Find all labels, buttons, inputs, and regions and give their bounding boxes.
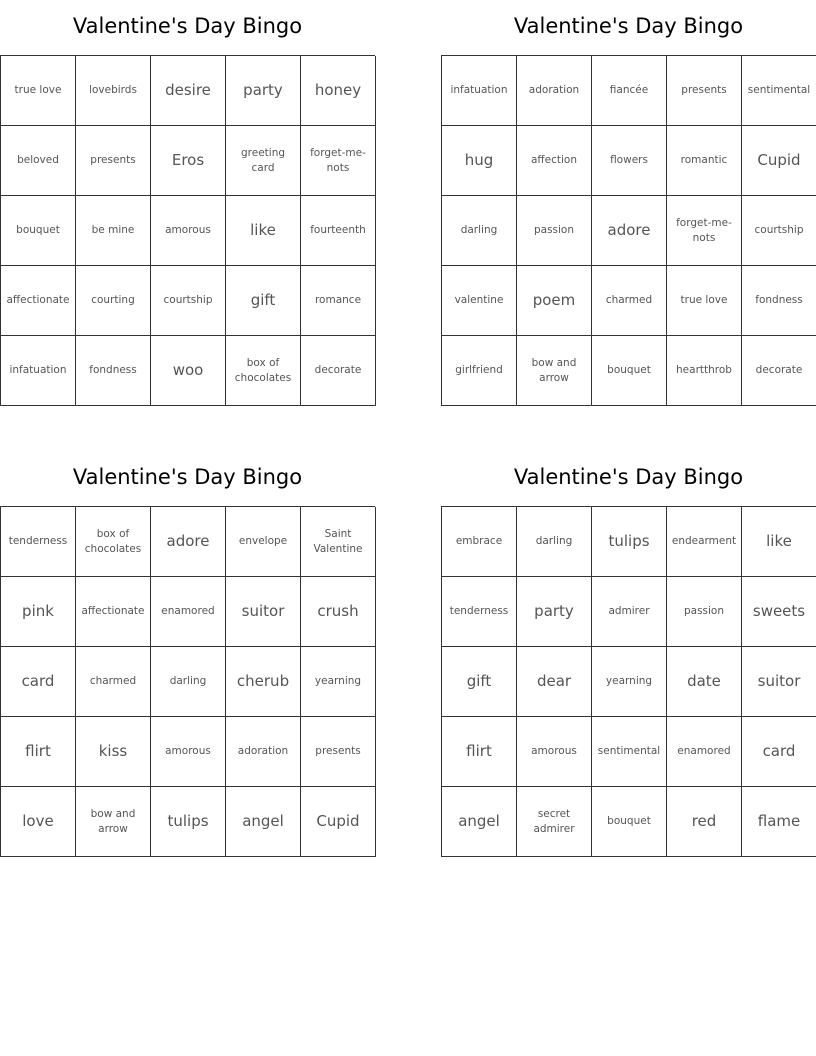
bingo-cell: decorate: [301, 336, 376, 406]
bingo-cell: greeting card: [226, 126, 301, 196]
bingo-cell: be mine: [76, 196, 151, 266]
bingo-cell: passion: [517, 196, 592, 266]
bingo-cell: affectionate: [1, 266, 76, 336]
bingo-cell: fiancée: [592, 56, 667, 126]
bingo-cell: darling: [442, 196, 517, 266]
bingo-cell: amorous: [151, 196, 226, 266]
bingo-cell: angel: [226, 787, 301, 857]
bingo-cell: Saint Valentine: [301, 507, 376, 577]
bingo-cell: bow and arrow: [76, 787, 151, 857]
card-title: Valentine's Day Bingo: [72, 14, 303, 38]
bingo-cell: adoration: [226, 717, 301, 787]
card-title: Valentine's Day Bingo: [72, 465, 303, 489]
bingo-cell: adoration: [517, 56, 592, 126]
bingo-cell: infatuation: [1, 336, 76, 406]
bingo-cell: bouquet: [592, 787, 667, 857]
bingo-cell: fondness: [76, 336, 151, 406]
bingo-cell: love: [1, 787, 76, 857]
bingo-cell: courtship: [742, 196, 816, 266]
bingo-cell: girlfriend: [442, 336, 517, 406]
bingo-cell: gift: [442, 647, 517, 717]
bingo-cell: affection: [517, 126, 592, 196]
bingo-cell: romance: [301, 266, 376, 336]
bingo-cell: adore: [592, 196, 667, 266]
bingo-cell: party: [226, 56, 301, 126]
bingo-cell: amorous: [151, 717, 226, 787]
bingo-cell: tulips: [592, 507, 667, 577]
bingo-cell: presents: [301, 717, 376, 787]
bingo-cell: true love: [1, 56, 76, 126]
bingo-cell: pink: [1, 577, 76, 647]
bingo-cell: yearning: [301, 647, 376, 717]
bingo-cell: embrace: [442, 507, 517, 577]
bingo-grid: [0, 55, 375, 406]
bingo-cell: date: [667, 647, 742, 717]
bingo-cell: beloved: [1, 126, 76, 196]
bingo-cell: envelope: [226, 507, 301, 577]
bingo-cell: enamored: [151, 577, 226, 647]
bingo-cell: heartthrob: [667, 336, 742, 406]
bingo-grid: [441, 506, 816, 857]
bingo-cell: sweets: [742, 577, 816, 647]
bingo-cell: charmed: [76, 647, 151, 717]
bingo-cell: kiss: [76, 717, 151, 787]
bingo-cell: bouquet: [592, 336, 667, 406]
bingo-cell: like: [226, 196, 301, 266]
bingo-cell: hug: [442, 126, 517, 196]
bingo-cell: card: [1, 647, 76, 717]
bingo-cell: suitor: [742, 647, 816, 717]
bingo-cell: sentimental: [742, 56, 816, 126]
bingo-cell: adore: [151, 507, 226, 577]
bingo-cell: honey: [301, 56, 376, 126]
bingo-cell: poem: [517, 266, 592, 336]
bingo-cell: romantic: [667, 126, 742, 196]
bingo-cell: fondness: [742, 266, 816, 336]
bingo-cell: true love: [667, 266, 742, 336]
bingo-cell: courting: [76, 266, 151, 336]
bingo-cell: party: [517, 577, 592, 647]
bingo-cell: cherub: [226, 647, 301, 717]
bingo-cell: forget-me-nots: [667, 196, 742, 266]
bingo-grid: [441, 55, 816, 406]
bingo-cell: desire: [151, 56, 226, 126]
bingo-cell: Eros: [151, 126, 226, 196]
bingo-cell: infatuation: [442, 56, 517, 126]
bingo-cell: tenderness: [1, 507, 76, 577]
bingo-cell: box of chocolates: [226, 336, 301, 406]
bingo-cell: sentimental: [592, 717, 667, 787]
bingo-cell: flame: [742, 787, 816, 857]
bingo-cell: lovebirds: [76, 56, 151, 126]
bingo-cell: woo: [151, 336, 226, 406]
bingo-cell: forget-me-nots: [301, 126, 376, 196]
bingo-cell: passion: [667, 577, 742, 647]
bingo-cell: tenderness: [442, 577, 517, 647]
card-title: Valentine's Day Bingo: [513, 465, 744, 489]
bingo-cell: amorous: [517, 717, 592, 787]
bingo-cell: darling: [151, 647, 226, 717]
bingo-cell: flirt: [442, 717, 517, 787]
bingo-cell: red: [667, 787, 742, 857]
bingo-cell: suitor: [226, 577, 301, 647]
bingo-cell: box of chocolates: [76, 507, 151, 577]
bingo-cell: dear: [517, 647, 592, 717]
bingo-cell: valentine: [442, 266, 517, 336]
bingo-cell: bow and arrow: [517, 336, 592, 406]
bingo-cell: decorate: [742, 336, 816, 406]
bingo-cell: like: [742, 507, 816, 577]
bingo-cell: secret admirer: [517, 787, 592, 857]
card-title: Valentine's Day Bingo: [513, 14, 744, 38]
bingo-cell: Cupid: [742, 126, 816, 196]
bingo-cell: charmed: [592, 266, 667, 336]
bingo-cell: flowers: [592, 126, 667, 196]
bingo-grid: [0, 506, 375, 857]
bingo-cell: gift: [226, 266, 301, 336]
bingo-cell: angel: [442, 787, 517, 857]
bingo-cell: courtship: [151, 266, 226, 336]
bingo-cell: bouquet: [1, 196, 76, 266]
bingo-cell: affectionate: [76, 577, 151, 647]
bingo-cell: darling: [517, 507, 592, 577]
bingo-cell: crush: [301, 577, 376, 647]
bingo-cell: presents: [76, 126, 151, 196]
bingo-cell: flirt: [1, 717, 76, 787]
bingo-cell: admirer: [592, 577, 667, 647]
bingo-cell: yearning: [592, 647, 667, 717]
bingo-cell: tulips: [151, 787, 226, 857]
bingo-cell: endearment: [667, 507, 742, 577]
bingo-cell: Cupid: [301, 787, 376, 857]
bingo-cell: card: [742, 717, 816, 787]
bingo-cell: presents: [667, 56, 742, 126]
bingo-cell: fourteenth: [301, 196, 376, 266]
bingo-cell: enamored: [667, 717, 742, 787]
